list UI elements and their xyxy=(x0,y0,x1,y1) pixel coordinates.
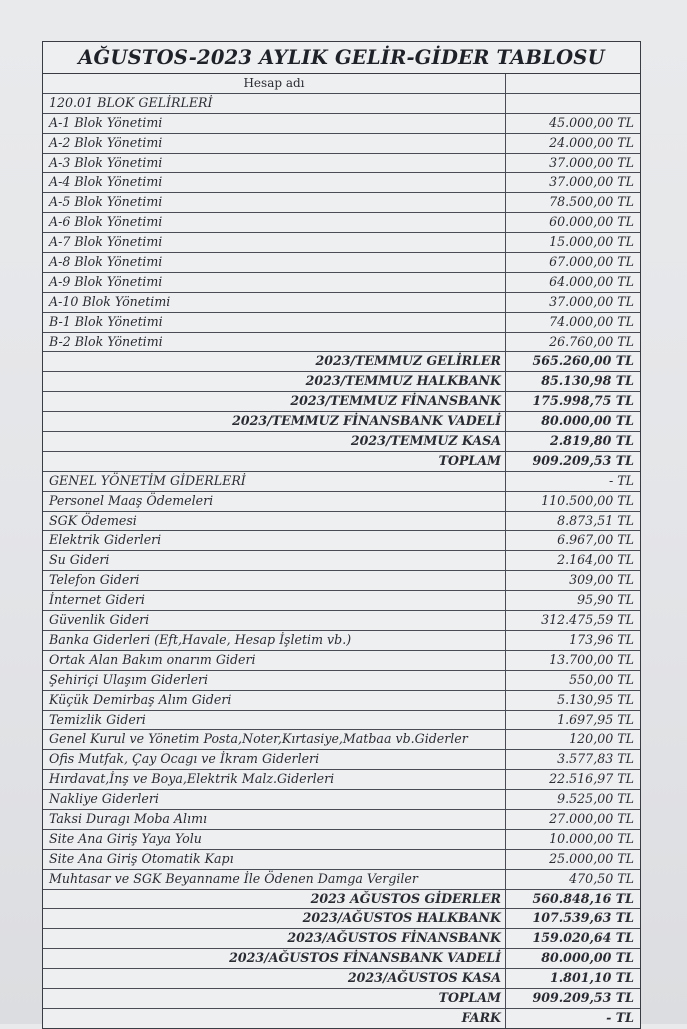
account-name-cell: 2023/TEMMUZ HALKBANK xyxy=(43,372,506,391)
table-row xyxy=(43,293,640,313)
amount-cell: 9.525,00 TL xyxy=(557,791,634,807)
table-row xyxy=(43,989,640,1009)
amount-cell: 309,00 TL xyxy=(569,572,634,588)
account-name-cell: 2023/AĞUSTOS KASA xyxy=(43,969,506,988)
amount-cell xyxy=(506,74,640,93)
income-expense-table xyxy=(42,41,641,1029)
account-name-cell: Personel Maaş Ödemeleri xyxy=(43,492,506,511)
table-row xyxy=(43,333,640,353)
amount-cell: 78.500,00 TL xyxy=(549,194,634,210)
account-name-cell: A-9 Blok Yönetimi xyxy=(43,273,506,292)
account-name-cell: Nakliye Giderleri xyxy=(43,790,506,809)
amount-cell: 37.000,00 TL xyxy=(549,174,634,190)
table-row xyxy=(43,929,640,949)
amount-cell: 312.475,59 TL xyxy=(541,612,634,628)
amount-cell: 550,00 TL xyxy=(569,671,634,687)
amount-cell: 15.000,00 TL xyxy=(549,234,634,250)
amount-cell: 80.000,00 TL xyxy=(541,950,634,966)
amount-cell: 5.130,95 TL xyxy=(557,691,634,707)
account-name-cell: A-7 Blok Yönetimi xyxy=(43,233,506,252)
amount-cell: 95,90 TL xyxy=(577,592,634,608)
amount-cell: 45.000,00 TL xyxy=(549,114,634,130)
account-name-cell: 120.01 BLOK GELİRLERİ xyxy=(43,94,506,113)
amount-cell: 909.209,53 TL xyxy=(532,989,634,1005)
amount-cell: 10.000,00 TL xyxy=(549,830,634,846)
account-name-cell: Güvenlik Gideri xyxy=(43,611,506,630)
account-name-cell: Küçük Demirbaş Alım Gideri xyxy=(43,691,506,710)
amount-cell: 64.000,00 TL xyxy=(549,273,634,289)
table-row xyxy=(43,1009,640,1028)
amount-cell: - TL xyxy=(606,1009,634,1025)
table-row xyxy=(43,571,640,591)
table-row xyxy=(43,850,640,870)
amount-cell: 565.260,00 TL xyxy=(532,353,634,369)
table-row xyxy=(43,810,640,830)
account-name-cell: 2023/TEMMUZ KASA xyxy=(43,432,506,451)
table-row xyxy=(43,94,640,114)
amount-cell: 60.000,00 TL xyxy=(549,214,634,230)
amount-cell: 22.516,97 TL xyxy=(549,771,634,787)
amount-cell: 120,00 TL xyxy=(569,731,634,747)
account-name-cell: Hırdavat,İnş ve Boya,Elektrik Malz.Giderleri xyxy=(43,770,506,789)
account-name-cell: FARK xyxy=(43,1009,506,1028)
table-title: AĞUSTOS-2023 AYLIK GELİR-GİDER TABLOSU xyxy=(43,42,640,74)
table-row xyxy=(43,452,640,472)
amount-cell: 25.000,00 TL xyxy=(549,850,634,866)
amount-cell: 37.000,00 TL xyxy=(549,154,634,170)
table-row xyxy=(43,193,640,213)
account-name-cell: TOPLAM xyxy=(43,452,506,471)
amount-cell xyxy=(506,94,640,113)
account-name-cell: B-2 Blok Yönetimi xyxy=(43,333,506,352)
table-row xyxy=(43,711,640,731)
table-row xyxy=(43,671,640,691)
table-row xyxy=(43,890,640,910)
table-row xyxy=(43,313,640,333)
account-name-cell: Su Gideri xyxy=(43,551,506,570)
amount-cell: 74.000,00 TL xyxy=(549,313,634,329)
amount-cell: - TL xyxy=(608,472,634,488)
table-row xyxy=(43,691,640,711)
table-row xyxy=(43,412,640,432)
amount-cell: 159.020,64 TL xyxy=(532,930,634,946)
account-name-cell: A-3 Blok Yönetimi xyxy=(43,154,506,173)
amount-cell: 107.539,63 TL xyxy=(532,910,634,926)
table-row xyxy=(43,730,640,750)
table-row xyxy=(43,790,640,810)
account-name-cell: Şehiriçi Ulaşım Giderleri xyxy=(43,671,506,690)
amount-cell: 1.801,10 TL xyxy=(550,970,634,986)
table-row xyxy=(43,114,640,134)
table-row xyxy=(43,651,640,671)
table-row xyxy=(43,591,640,611)
amount-cell: 2.819,80 TL xyxy=(550,433,634,449)
table-row xyxy=(43,870,640,890)
amount-cell: 85.130,98 TL xyxy=(541,373,634,389)
amount-cell: 470,50 TL xyxy=(569,870,634,886)
table-row xyxy=(43,631,640,651)
amount-cell: 6.967,00 TL xyxy=(557,532,634,548)
account-name-cell: 2023/AĞUSTOS FİNANSBANK VADELİ xyxy=(43,949,506,968)
account-name-cell: A-6 Blok Yönetimi xyxy=(43,213,506,232)
account-name-cell: A-10 Blok Yönetimi xyxy=(43,293,506,312)
table-row xyxy=(43,611,640,631)
account-name-cell: 2023 AĞUSTOS GİDERLER xyxy=(43,890,506,909)
amount-cell: 67.000,00 TL xyxy=(549,254,634,270)
account-name-cell: B-1 Blok Yönetimi xyxy=(43,313,506,332)
account-name-cell: 2023/TEMMUZ FİNANSBANK xyxy=(43,392,506,411)
amount-cell: 80.000,00 TL xyxy=(541,413,634,429)
amount-cell: 26.760,00 TL xyxy=(549,333,634,349)
table-row xyxy=(43,392,640,412)
table-header-row xyxy=(43,74,640,94)
table-row xyxy=(43,432,640,452)
amount-cell: 175.998,75 TL xyxy=(532,393,634,409)
amount-cell: 3.577,83 TL xyxy=(557,751,634,767)
account-name-cell: TOPLAM xyxy=(43,989,506,1008)
amount-cell: 24.000,00 TL xyxy=(549,134,634,150)
account-name-cell: A-5 Blok Yönetimi xyxy=(43,193,506,212)
account-name-cell: Elektrik Giderleri xyxy=(43,531,506,550)
account-name-cell: 2023/TEMMUZ GELİRLER xyxy=(43,352,506,371)
account-name-cell: Banka Giderleri (Eft,Havale, Hesap İşletim vb.) xyxy=(43,631,506,650)
amount-cell: 560.848,16 TL xyxy=(532,890,634,906)
account-name-cell: Site Ana Giriş Yaya Yolu xyxy=(43,830,506,849)
account-name-cell: İnternet Gideri xyxy=(43,591,506,610)
amount-cell: 1.697,95 TL xyxy=(557,711,634,727)
table-row xyxy=(43,909,640,929)
table-row xyxy=(43,830,640,850)
account-name-cell: SGK Ödemesi xyxy=(43,512,506,531)
amount-cell: 909.209,53 TL xyxy=(532,452,634,468)
table-row xyxy=(43,273,640,293)
account-name-cell: A-2 Blok Yönetimi xyxy=(43,134,506,153)
table-row xyxy=(43,154,640,174)
table-row xyxy=(43,512,640,532)
table-row xyxy=(43,492,640,512)
table-row xyxy=(43,551,640,571)
table-row xyxy=(43,750,640,770)
table-row xyxy=(43,134,640,154)
account-name-cell: Hesap adı xyxy=(43,74,506,93)
table-row xyxy=(43,770,640,790)
amount-cell: 8.873,51 TL xyxy=(557,512,634,528)
account-name-cell: A-1 Blok Yönetimi xyxy=(43,114,506,133)
account-name-cell: Temizlik Gideri xyxy=(43,711,506,730)
table-row xyxy=(43,949,640,969)
table-row xyxy=(43,173,640,193)
account-name-cell: Genel Kurul ve Yönetim Posta,Noter,Kırtasiye,Matbaa vb.Giderler xyxy=(43,730,506,749)
account-name-cell: GENEL YÖNETİM GİDERLERİ xyxy=(43,472,506,491)
account-name-cell: A-4 Blok Yönetimi xyxy=(43,173,506,192)
table-row xyxy=(43,472,640,492)
account-name-cell: Ortak Alan Bakım onarım Gideri xyxy=(43,651,506,670)
table-row xyxy=(43,531,640,551)
amount-cell: 27.000,00 TL xyxy=(549,810,634,826)
amount-cell: 2.164,00 TL xyxy=(557,552,634,568)
account-name-cell: A-8 Blok Yönetimi xyxy=(43,253,506,272)
account-name-cell: 2023/AĞUSTOS FİNANSBANK xyxy=(43,929,506,948)
table-body xyxy=(43,74,640,1028)
account-name-cell: 2023/AĞUSTOS HALKBANK xyxy=(43,909,506,928)
account-name-cell: Ofis Mutfak, Çay Ocagı ve İkram Giderleri xyxy=(43,750,506,769)
table-row xyxy=(43,233,640,253)
account-name-cell: Telefon Gideri xyxy=(43,571,506,590)
table-row xyxy=(43,352,640,372)
account-name-cell: Site Ana Giriş Otomatik Kapı xyxy=(43,850,506,869)
amount-cell: 173,96 TL xyxy=(569,631,634,647)
table-row xyxy=(43,213,640,233)
amount-cell: 37.000,00 TL xyxy=(549,293,634,309)
amount-cell: 13.700,00 TL xyxy=(549,651,634,667)
account-name-cell: Taksi Duragı Moba Alımı xyxy=(43,810,506,829)
account-name-cell: 2023/TEMMUZ FİNANSBANK VADELİ xyxy=(43,412,506,431)
account-name-cell: Muhtasar ve SGK Beyanname İle Ödenen Damga Vergiler xyxy=(43,870,506,889)
table-row xyxy=(43,253,640,273)
table-row xyxy=(43,372,640,392)
amount-cell: 110.500,00 TL xyxy=(541,492,634,508)
table-row xyxy=(43,969,640,989)
